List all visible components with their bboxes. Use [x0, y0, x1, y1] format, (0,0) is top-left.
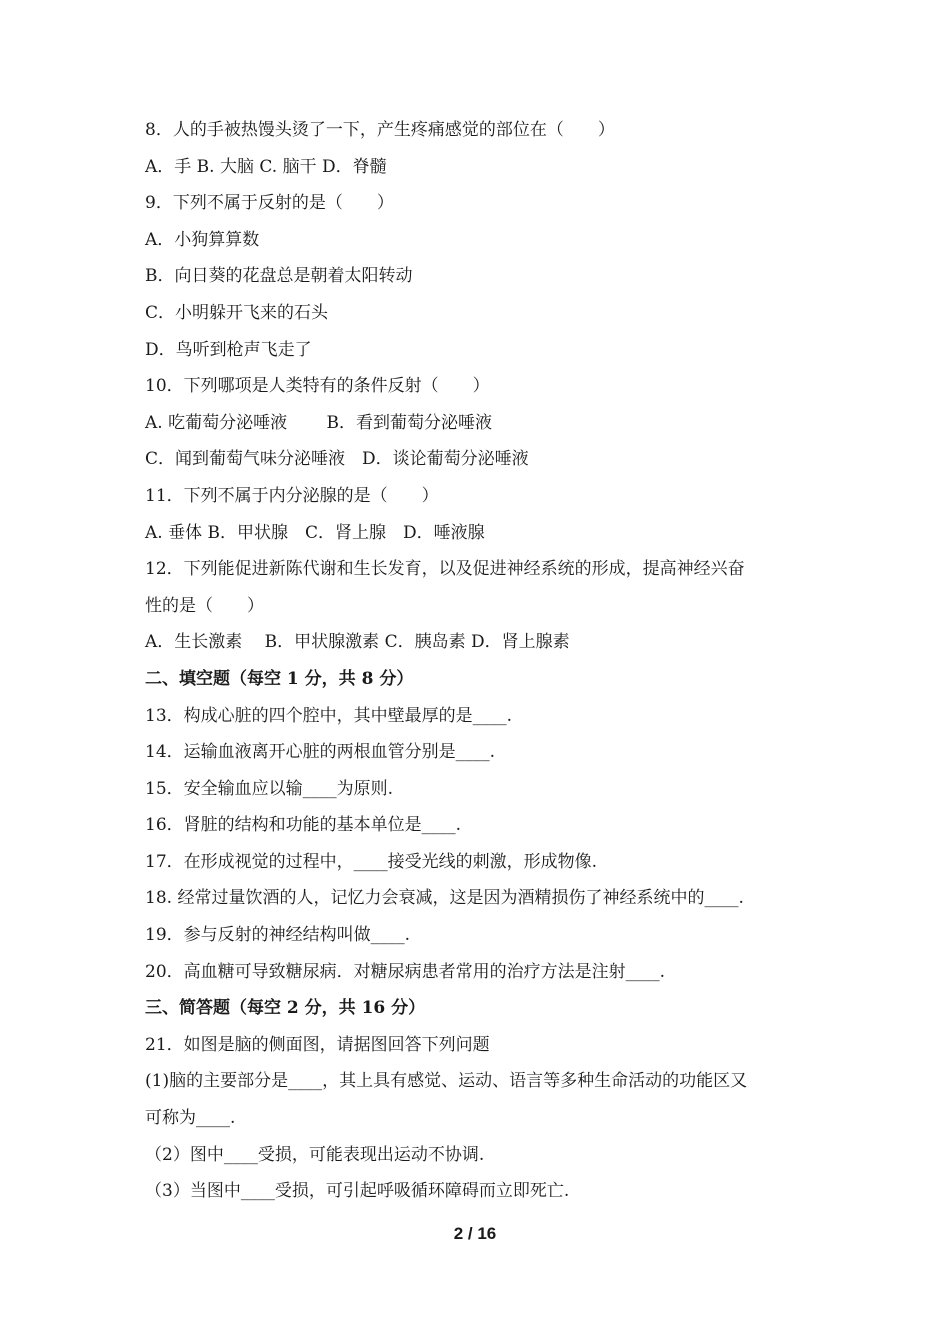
question-9-option-b: B．向日葵的花盘总是朝着太阳转动 [145, 266, 413, 287]
section-heading-short-answer: 三、简答题（每空 2 分，共 16 分） [145, 998, 426, 1019]
question-9-option-a: A．小狗算算数 [145, 229, 260, 250]
question-21-part-1-line-1: (1)脑的主要部分是____，其上具有感觉、运动、语言等多种生命活动的功能区又 [145, 1071, 748, 1092]
question-8-options: A．手 B. 大脑 C. 脑干 D．脊髓 [145, 156, 387, 177]
question-15: 15．安全输血应以输____为原则. [145, 778, 394, 799]
question-18: 18. 经常过量饮酒的人，记忆力会衰减，这是因为酒精损伤了神经系统中的____. [145, 888, 744, 909]
question-9: 9．下列不属于反射的是（ ） [145, 193, 394, 214]
question-21: 21．如图是脑的侧面图，请据图回答下列问题 [145, 1034, 490, 1055]
question-21-part-3: （3）当图中____受损，可引起呼吸循环障碍而立即死亡. [145, 1181, 570, 1202]
question-9-option-c: C．小明躲开飞来的石头 [145, 302, 329, 323]
page-number: 2 / 16 [453, 1224, 497, 1243]
question-11-options: A. 垂体 B．甲状腺 C．肾上腺 D．唾液腺 [145, 522, 485, 543]
question-21-part-1-line-2: 可称为____. [145, 1108, 236, 1129]
question-10-options-cd: C．闻到葡萄气味分泌唾液 D．谈论葡萄分泌唾液 [145, 449, 529, 470]
question-10-options-ab: A. 吃葡萄分泌唾液 B．看到葡萄分泌唾液 [145, 412, 492, 433]
question-21-part-2: （2）图中____受损，可能表现出运动不协调. [145, 1144, 485, 1165]
question-16: 16．肾脏的结构和功能的基本单位是____. [145, 815, 462, 836]
question-9-option-d: D．鸟听到枪声飞走了 [145, 339, 312, 360]
question-10: 10．下列哪项是人类特有的条件反射（ ） [145, 376, 490, 397]
question-12-line-1: 12．下列能促进新陈代谢和生长发育，以及促进神经系统的形成，提高神经兴奋 [145, 559, 745, 580]
question-12-options: A．生长激素 B．甲状腺激素 C．胰岛素 D．肾上腺素 [145, 632, 570, 653]
question-20: 20．高血糖可导致糖尿病．对糖尿病患者常用的治疗方法是注射____. [145, 961, 666, 982]
page-content [145, 112, 815, 1210]
question-17: 17．在形成视觉的过程中，____接受光线的刺激，形成物像. [145, 851, 598, 872]
question-8: 8．人的手被热馒头烫了一下，产生疼痛感觉的部位在（ ） [145, 120, 615, 140]
question-14: 14．运输血液离开心脏的两根血管分别是____. [145, 742, 496, 763]
question-12-line-2: 性的是（ ） [145, 595, 264, 616]
question-19: 19．参与反射的神经结构叫做____. [145, 925, 411, 946]
section-heading-fill-in: 二、填空题（每空 1 分，共 8 分） [145, 668, 414, 689]
question-13: 13．构成心脏的四个腔中，其中壁最厚的是____. [145, 705, 513, 726]
question-11: 11．下列不属于内分泌腺的是（ ） [145, 485, 439, 506]
